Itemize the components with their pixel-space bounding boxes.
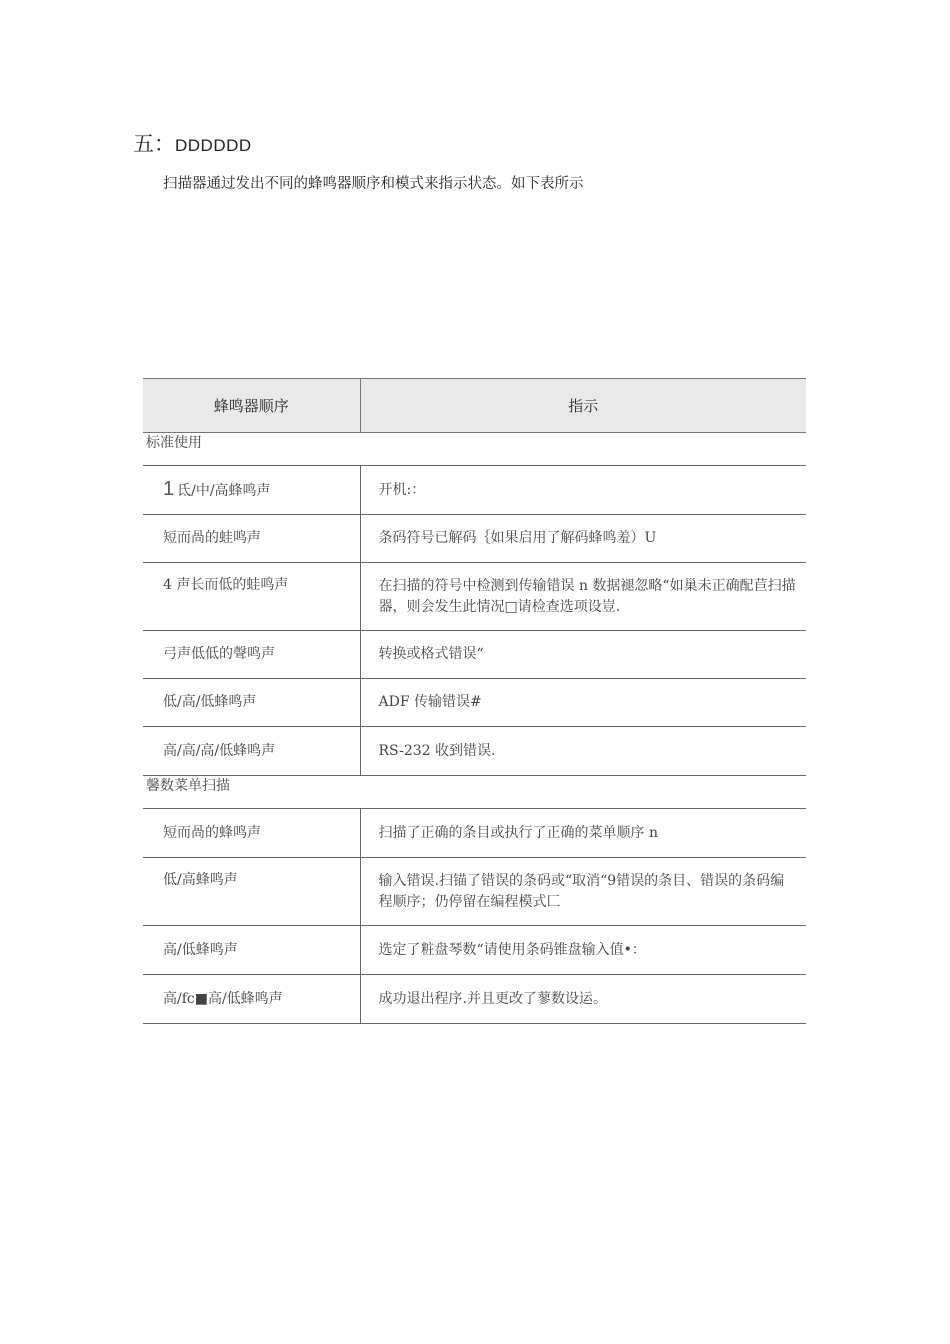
table-row <box>143 563 806 631</box>
table-row <box>143 679 806 727</box>
indication-cell: 开机:： <box>360 466 806 515</box>
table-row <box>143 809 806 858</box>
beep-sequence-cell <box>143 466 360 515</box>
header-indication: 指示 <box>360 379 806 433</box>
table-row <box>143 515 806 563</box>
beep-sequence-cell: 4 声长而低的蛙鸣声 <box>143 563 360 631</box>
table-row <box>143 466 806 515</box>
beep-sequence-cell: 高/fc■高/低蜂鸣声 <box>143 975 360 1024</box>
sequence-number: 1 <box>163 477 175 500</box>
beep-sequence-cell: 低/高蜂鸣声 <box>143 858 360 926</box>
beep-sequence-cell: 高/低蜂鸣声 <box>143 926 360 975</box>
heading-text: DDDDDD <box>175 136 252 155</box>
section-title: 标准使用 <box>143 433 806 466</box>
table-header-row <box>143 379 806 433</box>
beep-sequence-cell: 弓声低低的聲鸣声 <box>143 631 360 679</box>
indication-cell: RS-232 收到错误. <box>360 727 806 776</box>
indication-cell: 选定了粧盘琴数“请使用条码锥盘输入值•： <box>360 926 806 975</box>
table-row <box>143 727 806 776</box>
beep-sequence-cell: 短而咼的蛙鸣声 <box>143 515 360 563</box>
indication-cell: 输入错误.扫锚了错误的条码或“取消“9错误的条目、错误的条码编程顺序；仍停留在编程模式匚 <box>360 858 806 926</box>
section-row <box>143 433 806 466</box>
beep-sequence-text: 氐/中/高蜂鸣声 <box>177 482 271 499</box>
section-row <box>143 776 806 809</box>
indication-cell: 转换或格式错误“ <box>360 631 806 679</box>
beeper-table <box>143 378 806 1024</box>
table-row <box>143 858 806 926</box>
table-row <box>143 926 806 975</box>
section-title: 馨数菜单扫描 <box>143 776 806 809</box>
beep-sequence-cell: 高/高/高/低蜂鸣声 <box>143 727 360 776</box>
indication-cell: 条码符号已解码｛如果启用了解码蜂鸣羞）U <box>360 515 806 563</box>
intro-paragraph: 扫描器通过发出不同的蜂鸣器顺序和模式来指示状态。如下表所示 <box>163 176 584 192</box>
beep-sequence-cell: 低/高/低蜂鸣声 <box>143 679 360 727</box>
heading-number: 五： <box>133 132 175 156</box>
beep-sequence-cell: 短而咼的蜂鸣声 <box>143 809 360 858</box>
indication-cell: 扫描了正确的条目或执行了正确的菜单顺序 n <box>360 809 806 858</box>
section-heading <box>133 128 252 158</box>
indication-cell: 在扫描的符号中检测到传输错误 n 数据褪忽略“如巢未正确配苣扫描器，则会发生此情况□请检查选项设豈. <box>360 563 806 631</box>
table-row <box>143 631 806 679</box>
indication-cell: 成功退出程序.并且更改了蓼数设运。 <box>360 975 806 1024</box>
indication-cell: ADF 传输错误# <box>360 679 806 727</box>
table-row <box>143 975 806 1024</box>
header-beep-sequence: 蜂鸣器顺序 <box>143 379 360 433</box>
